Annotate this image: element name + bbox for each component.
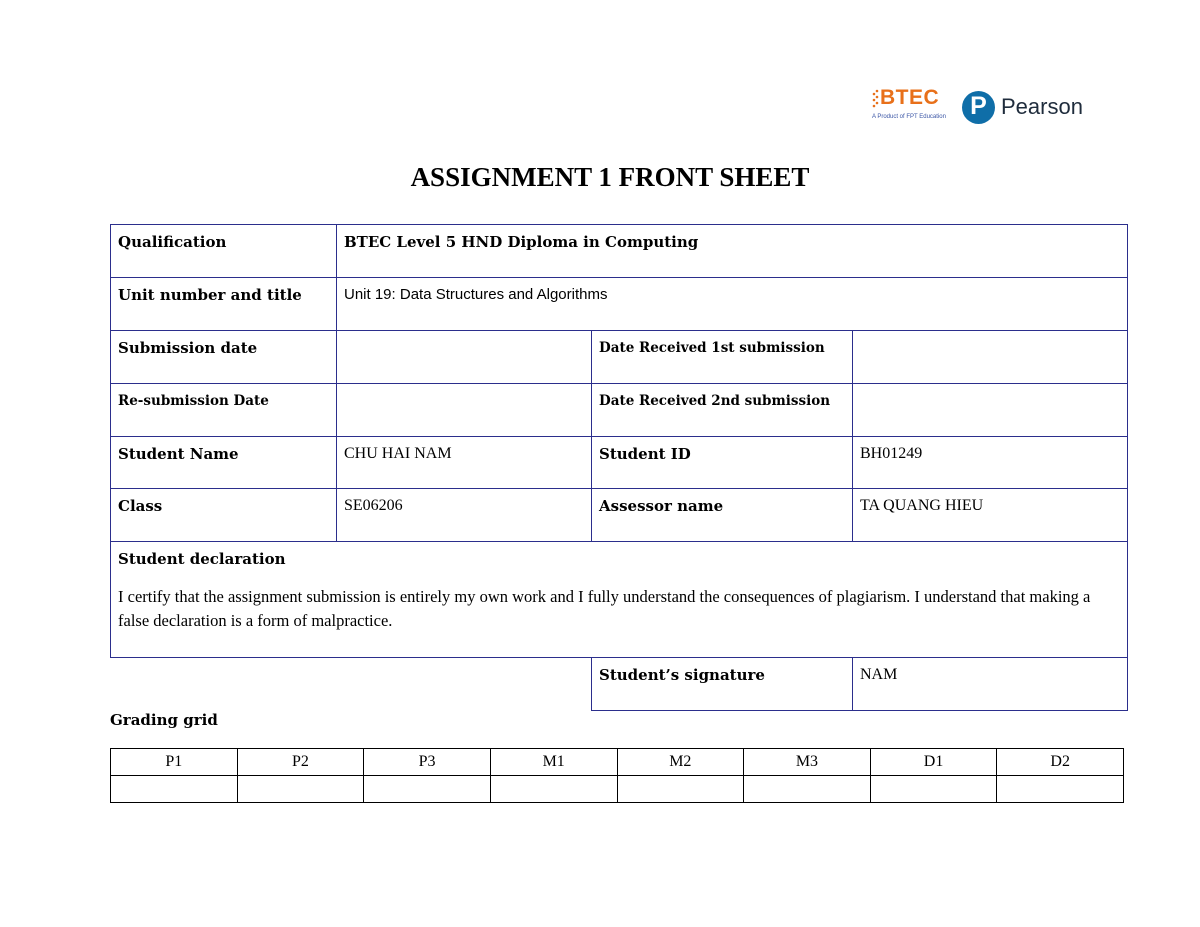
table-row [111, 331, 1128, 384]
submission-date-field[interactable] [337, 331, 592, 384]
declaration-label: Student declaration [118, 550, 286, 568]
signature-value[interactable]: NAM [853, 658, 1128, 711]
pearson-logo-text: Pearson [1001, 94, 1083, 119]
grade-header: P3 [364, 749, 491, 776]
assessor-value[interactable]: TA QUANG HIEU [853, 489, 1128, 542]
page-title: ASSIGNMENT 1 FRONT SHEET [410, 162, 810, 192]
grade-cell[interactable] [237, 776, 364, 803]
btec-logo-text: BTEC [880, 86, 940, 109]
grade-header: P1 [111, 749, 238, 776]
signature-label: Student’s signature [592, 658, 853, 711]
class-value[interactable]: SE06206 [337, 489, 592, 542]
btec-logo-subtext: A Product of FPT Education [872, 114, 946, 120]
pearson-logo [962, 90, 1083, 124]
qualification-label: Qualification [111, 225, 337, 278]
unit-label: Unit number and title [111, 278, 337, 331]
student-id-label: Student ID [592, 437, 853, 489]
pearson-mark-icon: P [962, 91, 995, 124]
student-id-value[interactable]: BH01249 [853, 437, 1128, 489]
grade-cell[interactable] [364, 776, 491, 803]
table-row [111, 489, 1128, 542]
grade-header: M3 [744, 749, 871, 776]
grade-cell[interactable] [490, 776, 617, 803]
grade-header: D2 [997, 749, 1124, 776]
grade-header: D1 [870, 749, 997, 776]
table-row [111, 384, 1128, 437]
date-received-2-label: Date Received 2nd submission [592, 384, 853, 437]
btec-dots-icon [870, 88, 880, 110]
front-sheet-table [110, 224, 1128, 711]
assessor-label: Assessor name [592, 489, 853, 542]
date-received-1-field[interactable] [853, 331, 1128, 384]
grade-cell[interactable] [744, 776, 871, 803]
grade-header: M2 [617, 749, 744, 776]
table-row [111, 278, 1128, 331]
student-name-label: Student Name [111, 437, 337, 489]
table-row [111, 658, 1128, 711]
resubmission-date-label: Re-submission Date [111, 384, 337, 437]
student-name-value[interactable]: CHU HAI NAM [337, 437, 592, 489]
grade-cell[interactable] [997, 776, 1124, 803]
grade-cell[interactable] [870, 776, 997, 803]
date-received-1-label: Date Received 1st submission [592, 331, 853, 384]
grading-header-row [111, 749, 1124, 776]
grade-header: M1 [490, 749, 617, 776]
table-row [111, 437, 1128, 489]
class-label: Class [111, 489, 337, 542]
declaration-text: I certify that the assignment submission is entirely my own work and I fully understand the consequences of plagiarism. I understand that making a false declaration is a form of malpractice. [118, 587, 1091, 630]
qualification-value: BTEC Level 5 HND Diploma in Computing [337, 225, 1128, 278]
date-received-2-field[interactable] [853, 384, 1128, 437]
btec-logo [870, 86, 946, 128]
grade-cell[interactable] [617, 776, 744, 803]
unit-value: Unit 19: Data Structures and Algorithms [337, 278, 1128, 331]
empty-cell [111, 658, 592, 711]
grade-header: P2 [237, 749, 364, 776]
table-row [111, 225, 1128, 278]
table-row [111, 542, 1128, 658]
grading-grid-label: Grading grid [110, 711, 218, 729]
submission-date-label: Submission date [111, 331, 337, 384]
grading-grid-table [110, 748, 1124, 803]
grade-cell[interactable] [111, 776, 238, 803]
resubmission-date-field[interactable] [337, 384, 592, 437]
declaration-cell [111, 542, 1128, 658]
grading-value-row [111, 776, 1124, 803]
